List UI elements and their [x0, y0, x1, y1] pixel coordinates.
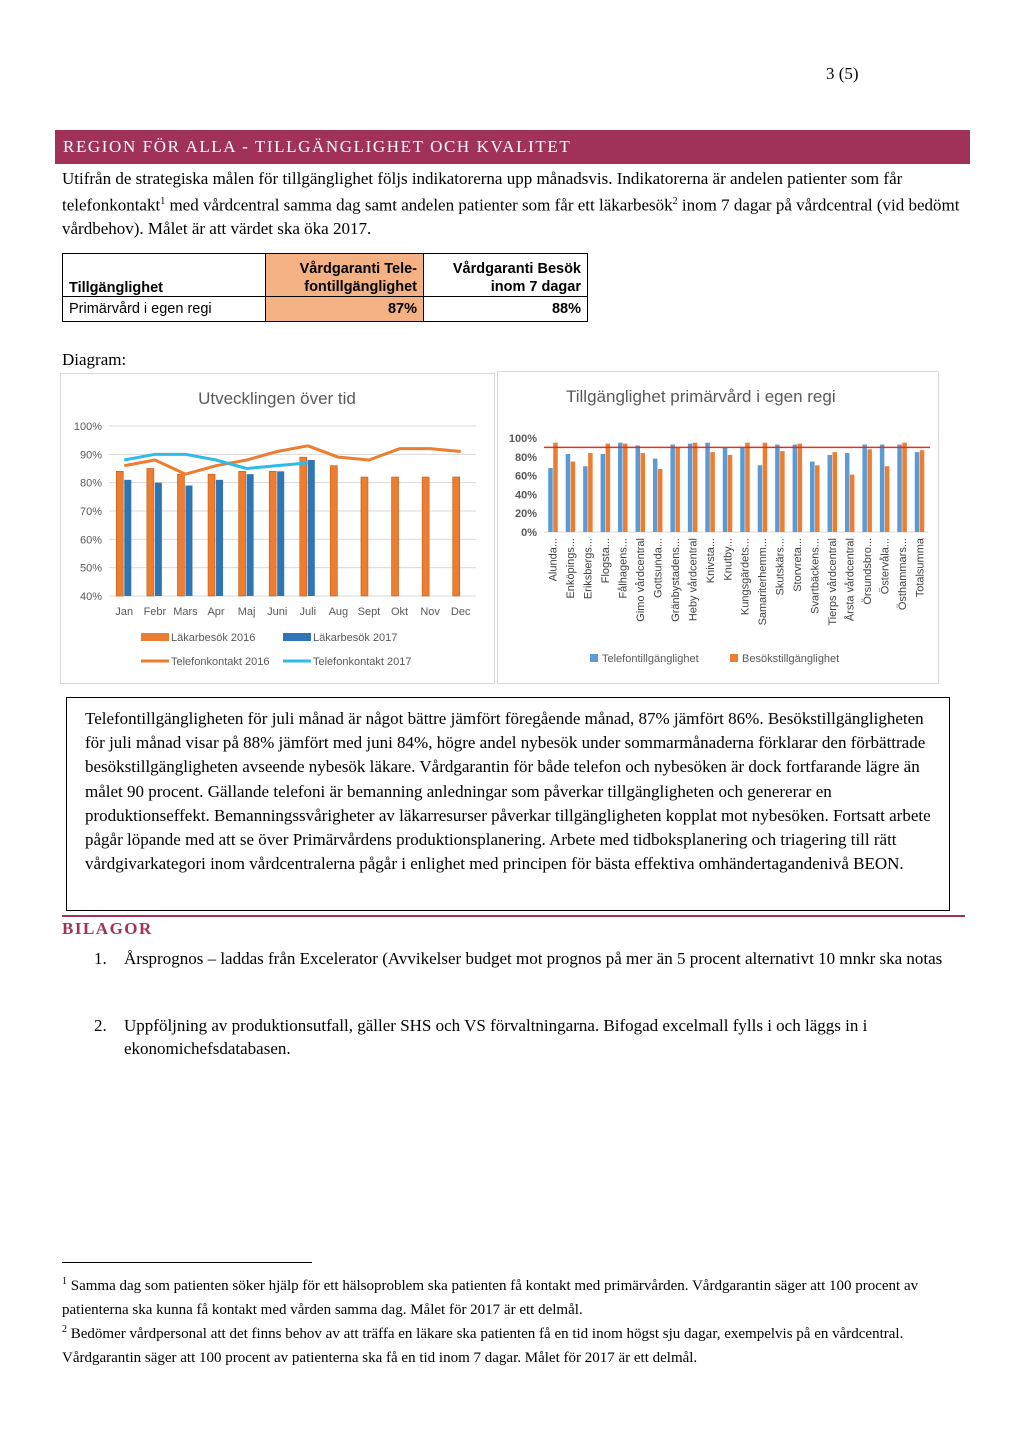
- intro-text-3: inom 7 dagar på vårdcentral (vid bedömt vårdbehov). Målet är att värdet ska öka 2017.: [62, 195, 960, 238]
- bar: [798, 444, 803, 532]
- kpi-header-visit: Vårdgaranti Besök inom 7 dagar: [424, 254, 588, 297]
- footnote-text: Samma dag som patienten söker hjälp för ett hälsoproblem ska patienten få kontakt med primärvården. Vårdgarantin säger att 100 procent av patienterna ska kunna få kontakt med vården samma dag. Målet för 2017 är ett delmål.: [62, 1278, 919, 1318]
- bar: [763, 443, 768, 532]
- bar: [728, 455, 733, 532]
- x-tick-label: Alunda...: [547, 538, 560, 582]
- bar: [216, 480, 223, 596]
- bar: [653, 459, 658, 532]
- x-tick-label: Mars: [173, 606, 198, 618]
- intro-paragraph: [62, 167, 962, 240]
- bar: [583, 466, 588, 532]
- bar: [758, 465, 763, 532]
- chart-title: Utvecklingen över tid: [198, 389, 356, 408]
- bar: [453, 477, 460, 596]
- chart-units-svg: [498, 372, 938, 683]
- bilaga-number: 1.: [94, 949, 107, 968]
- legend-swatch: [283, 633, 311, 641]
- x-tick-label: Årsta vårdcentral: [844, 538, 857, 622]
- summary-box: Telefontillgängligheten för juli månad är något bättre jämfört föregående månad, 87% jämfört 86%. Besökstillgängligheten för juli månad visar på 88% jämfört med juni 84%, högre andel nybesök under sommarmånaderna förklarar den förbättrade besökstillgängligheten avseende nybesök läkare. Vårdgarantin för både telefon och nybesöken är dock fortfarande lägre än målet 90 procent. Gällande telefoni är bemanning anledningar som påverkar tillgängligheten och genererar en produktionseffekt. Bemanningssvårigheter av läkarresurser påverkar tillgängligheten kopplat mot nybesöken. Fortsatt arbete pågår löpande med att se över Primärvårdens produktionsplanering. Arbete med tidboksplanering och triagering till rätt vårdgivarkategori inom vårdcentralerna pågår i enlighet med principen för bästa effektiva omhändertagandenivå BEON.: [66, 697, 950, 911]
- y-tick-label: 60%: [79, 534, 102, 547]
- bar: [548, 468, 553, 532]
- legend-label: Läkarbesök 2016: [171, 632, 256, 644]
- bar: [300, 457, 307, 596]
- bar: [239, 471, 246, 596]
- bar: [675, 447, 680, 532]
- legend-label: Besökstillgänglighet: [742, 653, 840, 665]
- bilaga-text: Uppföljning av produktionsutfall, gäller SHS och VS förvaltningarna. Bifogad excelmall fylls i och läggs in i ekonomichefsdatabasen.: [124, 1016, 868, 1058]
- x-tick-label: Knivsta...: [704, 538, 717, 584]
- x-tick-label: Gottsunda...: [652, 538, 665, 598]
- y-tick-label: 60%: [514, 470, 537, 483]
- bar: [897, 445, 902, 532]
- y-tick-label: 80%: [79, 477, 102, 490]
- bar: [571, 462, 576, 533]
- bar: [670, 445, 675, 532]
- x-tick-label: Maj: [237, 606, 256, 618]
- bar: [723, 447, 728, 532]
- bar: [810, 462, 815, 533]
- bar: [392, 477, 399, 596]
- footnote-1: [62, 1270, 962, 1322]
- legend-label: Läkarbesök 2017: [313, 632, 398, 644]
- y-tick-label: 40%: [514, 489, 537, 502]
- kpi-header-phone: Vårdgaranti Tele-fontillgänglighet: [266, 254, 424, 297]
- y-tick-label: 20%: [514, 508, 537, 521]
- x-tick-label: Fålhagens...: [617, 538, 630, 599]
- x-tick-label: Samariterhemm...: [757, 538, 770, 626]
- kpi-phone-value: 87%: [266, 297, 424, 322]
- kpi-table: [62, 253, 588, 322]
- bar: [588, 453, 593, 532]
- x-tick-label: Heby vårdcentral: [687, 538, 700, 622]
- bar: [116, 471, 123, 596]
- bar: [269, 471, 276, 596]
- chart-units: [497, 371, 939, 684]
- bar: [850, 475, 855, 532]
- chart-title: Tillgänglighet primärvård i egen regi: [566, 387, 836, 406]
- footnote-text: Bedömer vårdpersonal att det finns behov av att träffa en läkare ska patienten få en tid inom högst sju dagar, exempelvis på en vårdcentral. Vårdgarantin säger att 100 procent av patienterna ska få en tid inom 7 dagar. Målet för 2017 är ett delmål.: [62, 1326, 904, 1366]
- x-tick-label: Enköpings...: [565, 538, 578, 599]
- bar: [277, 471, 284, 596]
- bar: [330, 466, 337, 596]
- y-tick-label: 100%: [508, 433, 537, 445]
- legend-label: Telefonkontakt 2016: [171, 656, 270, 668]
- bar: [740, 447, 745, 532]
- bar: [705, 443, 710, 532]
- y-tick-label: 90%: [79, 449, 102, 462]
- bar: [915, 452, 920, 532]
- x-tick-label: Jan: [115, 606, 134, 618]
- x-tick-label: Östervåla...: [879, 538, 892, 595]
- y-tick-label: 50%: [79, 562, 102, 575]
- x-tick-label: Flogsta...: [600, 538, 613, 584]
- chart-time-development: [60, 373, 495, 684]
- bar: [880, 445, 885, 532]
- bar: [623, 444, 628, 532]
- bar: [745, 443, 750, 532]
- footnote-number: 2: [62, 1324, 67, 1335]
- bar: [553, 443, 558, 532]
- bar: [845, 453, 850, 532]
- bar: [247, 474, 254, 596]
- footnote-ref-2: 2: [672, 196, 678, 207]
- y-tick-label: 40%: [79, 591, 102, 603]
- kpi-header-label: Tillgänglighet: [63, 254, 266, 297]
- bar: [636, 446, 641, 532]
- x-tick-label: Dec: [450, 606, 471, 618]
- bar: [867, 449, 872, 532]
- bar: [828, 455, 833, 532]
- intro-text-2: med vårdcentral samma dag samt andelen patienter som får ett läkarbesök: [165, 195, 673, 215]
- bar: [185, 486, 192, 597]
- bar: [566, 454, 571, 532]
- bar: [710, 452, 715, 532]
- bar: [606, 444, 611, 532]
- x-tick-label: Knutby...: [722, 538, 735, 581]
- y-tick-label: 0%: [521, 527, 537, 539]
- x-tick-label: Gimo vårdcentral: [635, 538, 647, 622]
- x-tick-label: Juni: [267, 606, 288, 618]
- bar: [147, 469, 154, 597]
- kpi-visit-value: 88%: [424, 297, 588, 322]
- bar: [177, 474, 184, 596]
- x-tick-label: Örsundsbro...: [861, 538, 874, 605]
- footnote-2: [62, 1318, 962, 1370]
- bar: [688, 444, 693, 532]
- x-tick-label: Juli: [299, 606, 317, 618]
- intro-text-1: Utifrån de strategiska målen för tillgänglighet följs indikatorerna upp månadsvis. Indikatorerna är andelen patienter som får telefonkontakt: [62, 169, 903, 215]
- bilaga-item-2: [94, 1014, 964, 1064]
- bar: [155, 483, 162, 596]
- legend-label: Telefonkontakt 2017: [313, 656, 412, 668]
- bar: [793, 445, 798, 532]
- bar: [124, 480, 131, 596]
- kpi-row-label: Primärvård i egen regi: [63, 297, 266, 322]
- x-tick-label: Skutskärs...: [774, 538, 787, 596]
- x-tick-label: Kungsgärdets...: [739, 538, 752, 616]
- x-tick-label: Tierps vårdcentral: [827, 538, 839, 626]
- bar: [361, 477, 368, 596]
- y-tick-label: 100%: [73, 421, 102, 433]
- bilaga-item-1: [94, 947, 964, 997]
- bar: [618, 443, 623, 532]
- bar: [885, 466, 890, 532]
- x-tick-label: Gränbystadens...: [669, 538, 682, 622]
- bilaga-number: 2.: [94, 1016, 107, 1035]
- diagram-label: Diagram:: [62, 350, 127, 369]
- bar: [208, 474, 215, 596]
- legend-swatch: [590, 654, 598, 662]
- bar: [920, 450, 925, 532]
- bar: [833, 452, 838, 532]
- bar: [641, 453, 646, 532]
- x-tick-label: Östhammars...: [896, 538, 909, 611]
- x-tick-label: Nov: [420, 606, 440, 618]
- x-tick-label: Apr: [207, 606, 225, 618]
- section-banner: REGION FÖR ALLA - TILLGÄNGLIGHET OCH KVALITET: [55, 130, 970, 164]
- footnote-ref-1: 1: [160, 196, 166, 207]
- legend-swatch: [141, 633, 169, 641]
- bilagor-heading: BILAGOR: [62, 919, 153, 938]
- x-tick-label: Sept: [357, 606, 381, 618]
- series-line: [124, 446, 460, 474]
- bar: [658, 469, 663, 532]
- x-tick-label: Totalsumma: [914, 538, 927, 598]
- page-number: 3 (5): [826, 64, 859, 83]
- x-tick-label: Febr: [143, 606, 167, 618]
- legend-swatch: [730, 654, 738, 662]
- chart-time-svg: [61, 374, 494, 683]
- x-tick-label: Okt: [390, 606, 409, 618]
- bar: [902, 443, 907, 532]
- bar: [601, 454, 606, 532]
- bar: [422, 477, 429, 596]
- bar: [308, 460, 315, 596]
- bar: [815, 465, 820, 532]
- bar: [775, 445, 780, 532]
- x-tick-label: Eriksbergs...: [582, 538, 595, 600]
- y-tick-label: 80%: [514, 451, 537, 464]
- x-tick-label: Storvreta...: [792, 538, 805, 592]
- y-tick-label: 70%: [79, 506, 102, 518]
- bar: [862, 445, 867, 532]
- x-tick-label: Svartbäckens...: [809, 538, 822, 614]
- bilaga-text: Årsprognos – laddas från Excelerator (Avvikelser budget mot prognos på mer än 5 procent alternativt 10 mnkr ska notas: [124, 949, 943, 968]
- bar: [780, 451, 785, 532]
- x-tick-label: Aug: [328, 606, 349, 618]
- bar: [693, 443, 698, 532]
- bilagor-divider: [62, 915, 965, 917]
- footnote-number: 1: [62, 1276, 67, 1287]
- legend-label: Telefontillgänglighet: [602, 653, 699, 665]
- footnote-rule: [62, 1262, 312, 1263]
